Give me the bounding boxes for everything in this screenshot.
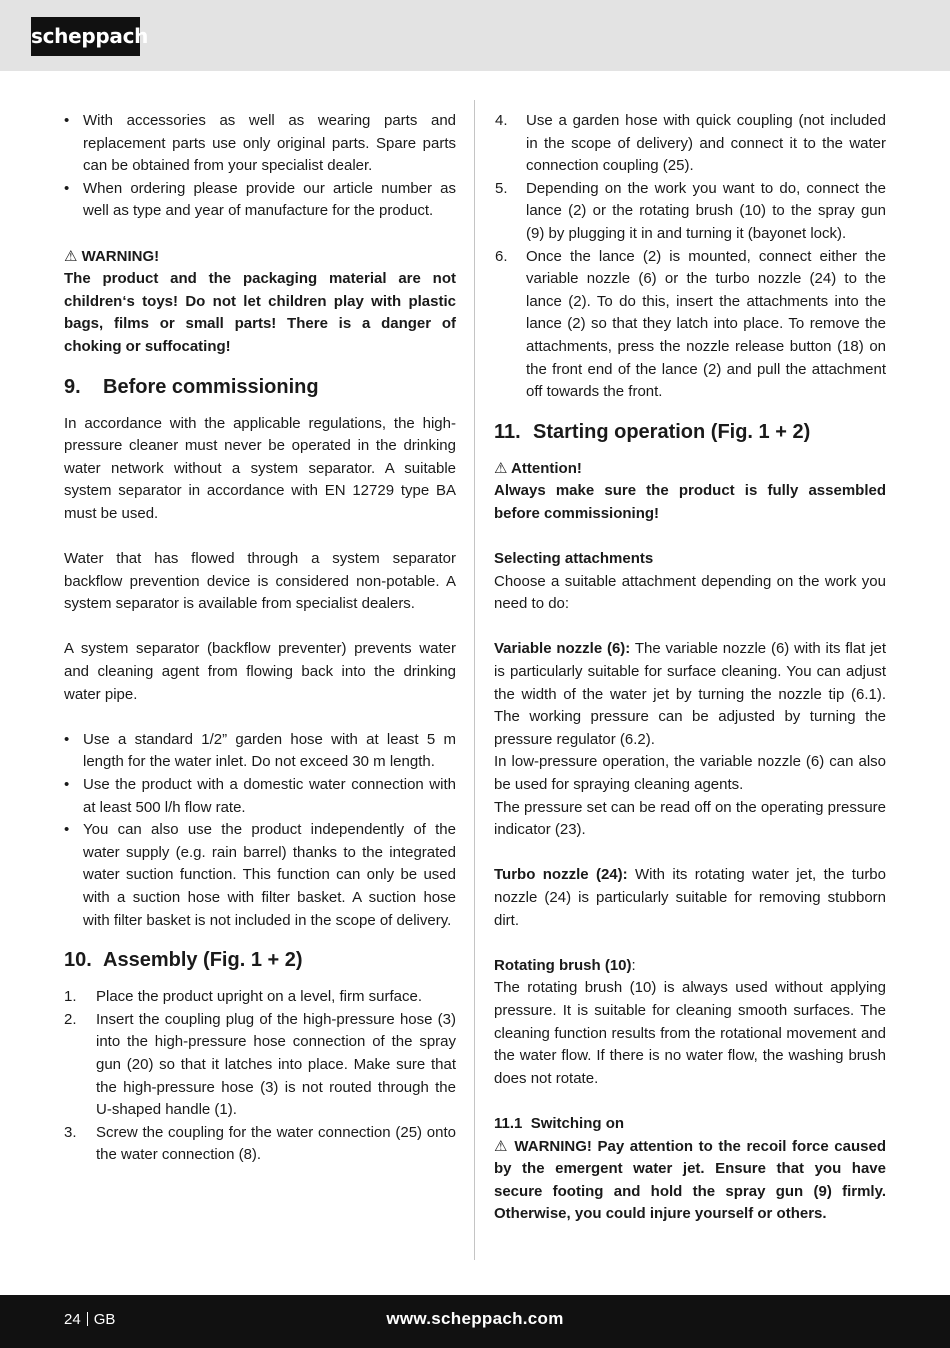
step-text: Screw the coupling for the water connection (25) onto the water connection (8). [96, 1123, 456, 1164]
paragraph: The pressure set can be read off on the operating pressure indicator (23). [494, 798, 886, 839]
section-number: 9. [64, 375, 81, 398]
page-number: 24 GB [64, 1311, 116, 1328]
list-item: • Use a standard 1/2” garden hose with at least 5 m length for the water inlet. Do not exceed 30 m length. [64, 729, 456, 774]
step-text: Place the product upright on a level, firm surface. [96, 988, 423, 1006]
scheppach-logo: scheppach [31, 17, 140, 56]
section-number: 10. [64, 949, 92, 972]
list-item [64, 1009, 456, 1122]
paragraph: The rotating brush (10) is always used without applying pressure. It is suitable for cleaning smooth surfaces. The cleaning function results from the rotational movement and the water flow. If there is no water flow, the washing brush does not rotate. [494, 979, 886, 1087]
warning-title: ⚠ WARNING! [64, 247, 160, 265]
label-rotating-brush: Rotating brush (10) [494, 956, 632, 974]
list-item [494, 178, 886, 246]
attention-title: ⚠ Attention! [494, 459, 582, 477]
section-number: 11. [494, 420, 521, 443]
bullet-list-parts [64, 110, 456, 223]
website-link[interactable]: www.scheppach.com [386, 1309, 564, 1328]
assembly-steps-continued [494, 110, 886, 404]
list-item: • You can also use the product independently of the water supply (e.g. rain barrel) thanks to the integrated water suction function. This function can only be used with a suction hose with filter basket. A suction hose with filter basket is not included in the scope of delivery. [64, 819, 456, 932]
warning-text: The product and the packaging material are not children‘s toys! Do not let children play with plastic bags, films or small parts! There is a danger of choking or suffocating! [64, 270, 456, 355]
list-item [64, 986, 456, 1009]
subheading-switching-on: 11.1 Switching on [494, 1114, 625, 1132]
list-item: • With accessories as well as wearing parts and replacement parts use only original parts. Spare parts can be obtained from your specialist dealer. [64, 110, 456, 178]
step-text: Use a garden hose with quick coupling (not included in the scope of delivery) and connect it to the water connection coupling (25). [526, 112, 886, 175]
paragraph: Water that has flowed through a system separator backflow prevention device is considered non-potable. A system separator is available from specialist dealers. [64, 550, 456, 613]
section-heading-10 [64, 942, 456, 986]
page-header [0, 0, 950, 71]
section-heading-9 [64, 369, 456, 413]
section-title: Starting operation (Fig. 1 + 2) [533, 420, 811, 443]
list-item [494, 246, 886, 404]
section-title: Before commissioning [103, 375, 319, 398]
paragraph: Choose a suitable attachment depending on the work you need to do: [494, 572, 886, 613]
bullet-list-water [64, 729, 456, 932]
section-heading-11 [494, 414, 886, 458]
page-footer [0, 1295, 950, 1348]
step-number: 3. [64, 1123, 77, 1141]
paragraph: In low-pressure operation, the variable nozzle (6) can also be used for spraying cleaning agents. [494, 753, 886, 794]
right-column [494, 110, 886, 1226]
step-text: Depending on the work you want to do, connect the lance (2) or the rotating brush (10) to the spray gun (9) by plugging it in and turning it (bayonet lock). [526, 179, 886, 242]
label-variable-nozzle: Variable nozzle (6): [494, 640, 631, 658]
list-item [494, 110, 886, 178]
paragraph-turbo-nozzle: Turbo nozzle (24): With its rotating water jet, the turbo nozzle (24) is particularly suitable for removing stubborn dirt. [494, 866, 886, 929]
step-text: Insert the coupling plug of the high-pressure hose (3) into the high-pressure hose connection of the spray gun (20) so that it latches into place. Make sure that the high-pressure hose (3) is not routed through the U-shaped handle (1). [96, 1010, 456, 1119]
section-title: Assembly (Fig. 1 + 2) [103, 949, 303, 972]
label-rotating-brush-line: Rotating brush (10): [494, 956, 636, 974]
step-number: 1. [64, 988, 77, 1006]
list-item: • Use the product with a domestic water connection with at least 500 l/h flow rate. [64, 774, 456, 819]
attention-text: Always make sure the product is fully assembled before commissioning! [494, 482, 886, 522]
paragraph: In accordance with the applicable regulations, the high-pressure cleaner must never be operated in the drinking water network without a system separator. A suitable system separator in accordance with EN 12729 type BA must be used. [64, 414, 456, 522]
assembly-steps [64, 986, 456, 1167]
paragraph: A system separator (backflow preventer) prevents water and cleaning agent from flowing back into the drinking water pipe. [64, 640, 456, 703]
column-divider [474, 100, 475, 1260]
label-turbo-nozzle: Turbo nozzle (24): [494, 866, 628, 884]
step-number: 5. [495, 179, 508, 197]
step-number: 6. [495, 247, 508, 265]
step-text: Once the lance (2) is mounted, connect either the variable nozzle (6) or the turbo nozzle (24) to the lance (2). To do this, insert the attachments into the lance (2) so that they latch into place. To remove the attachments, press the nozzle release button (18) on the front end of the lance (2) and pull the attachment off towards the front. [526, 247, 886, 401]
step-number: 4. [495, 112, 508, 129]
switching-warning: ⚠ WARNING! Pay attention to the recoil force caused by the emergent water jet. Ensure that you have secure footing and hold the spray gun (9) firmly. Otherwise, you could injure yourself or others. [494, 1137, 886, 1223]
list-item [64, 1122, 456, 1167]
left-column [64, 110, 456, 1167]
paragraph-variable-nozzle: Variable nozzle (6): The variable nozzle (6) with its flat jet is particularly suitable for surface cleaning. You can adjust the width of the water jet by turning the nozzle tip (6.1). The working pressure can be adjusted by turning the pressure regulator (6.2). [494, 640, 886, 748]
step-number: 2. [64, 1010, 77, 1028]
subheading-selecting-attachments: Selecting attachments [494, 550, 654, 568]
list-item: • When ordering please provide our article number as well as type and year of manufacture for the product. [64, 178, 456, 223]
